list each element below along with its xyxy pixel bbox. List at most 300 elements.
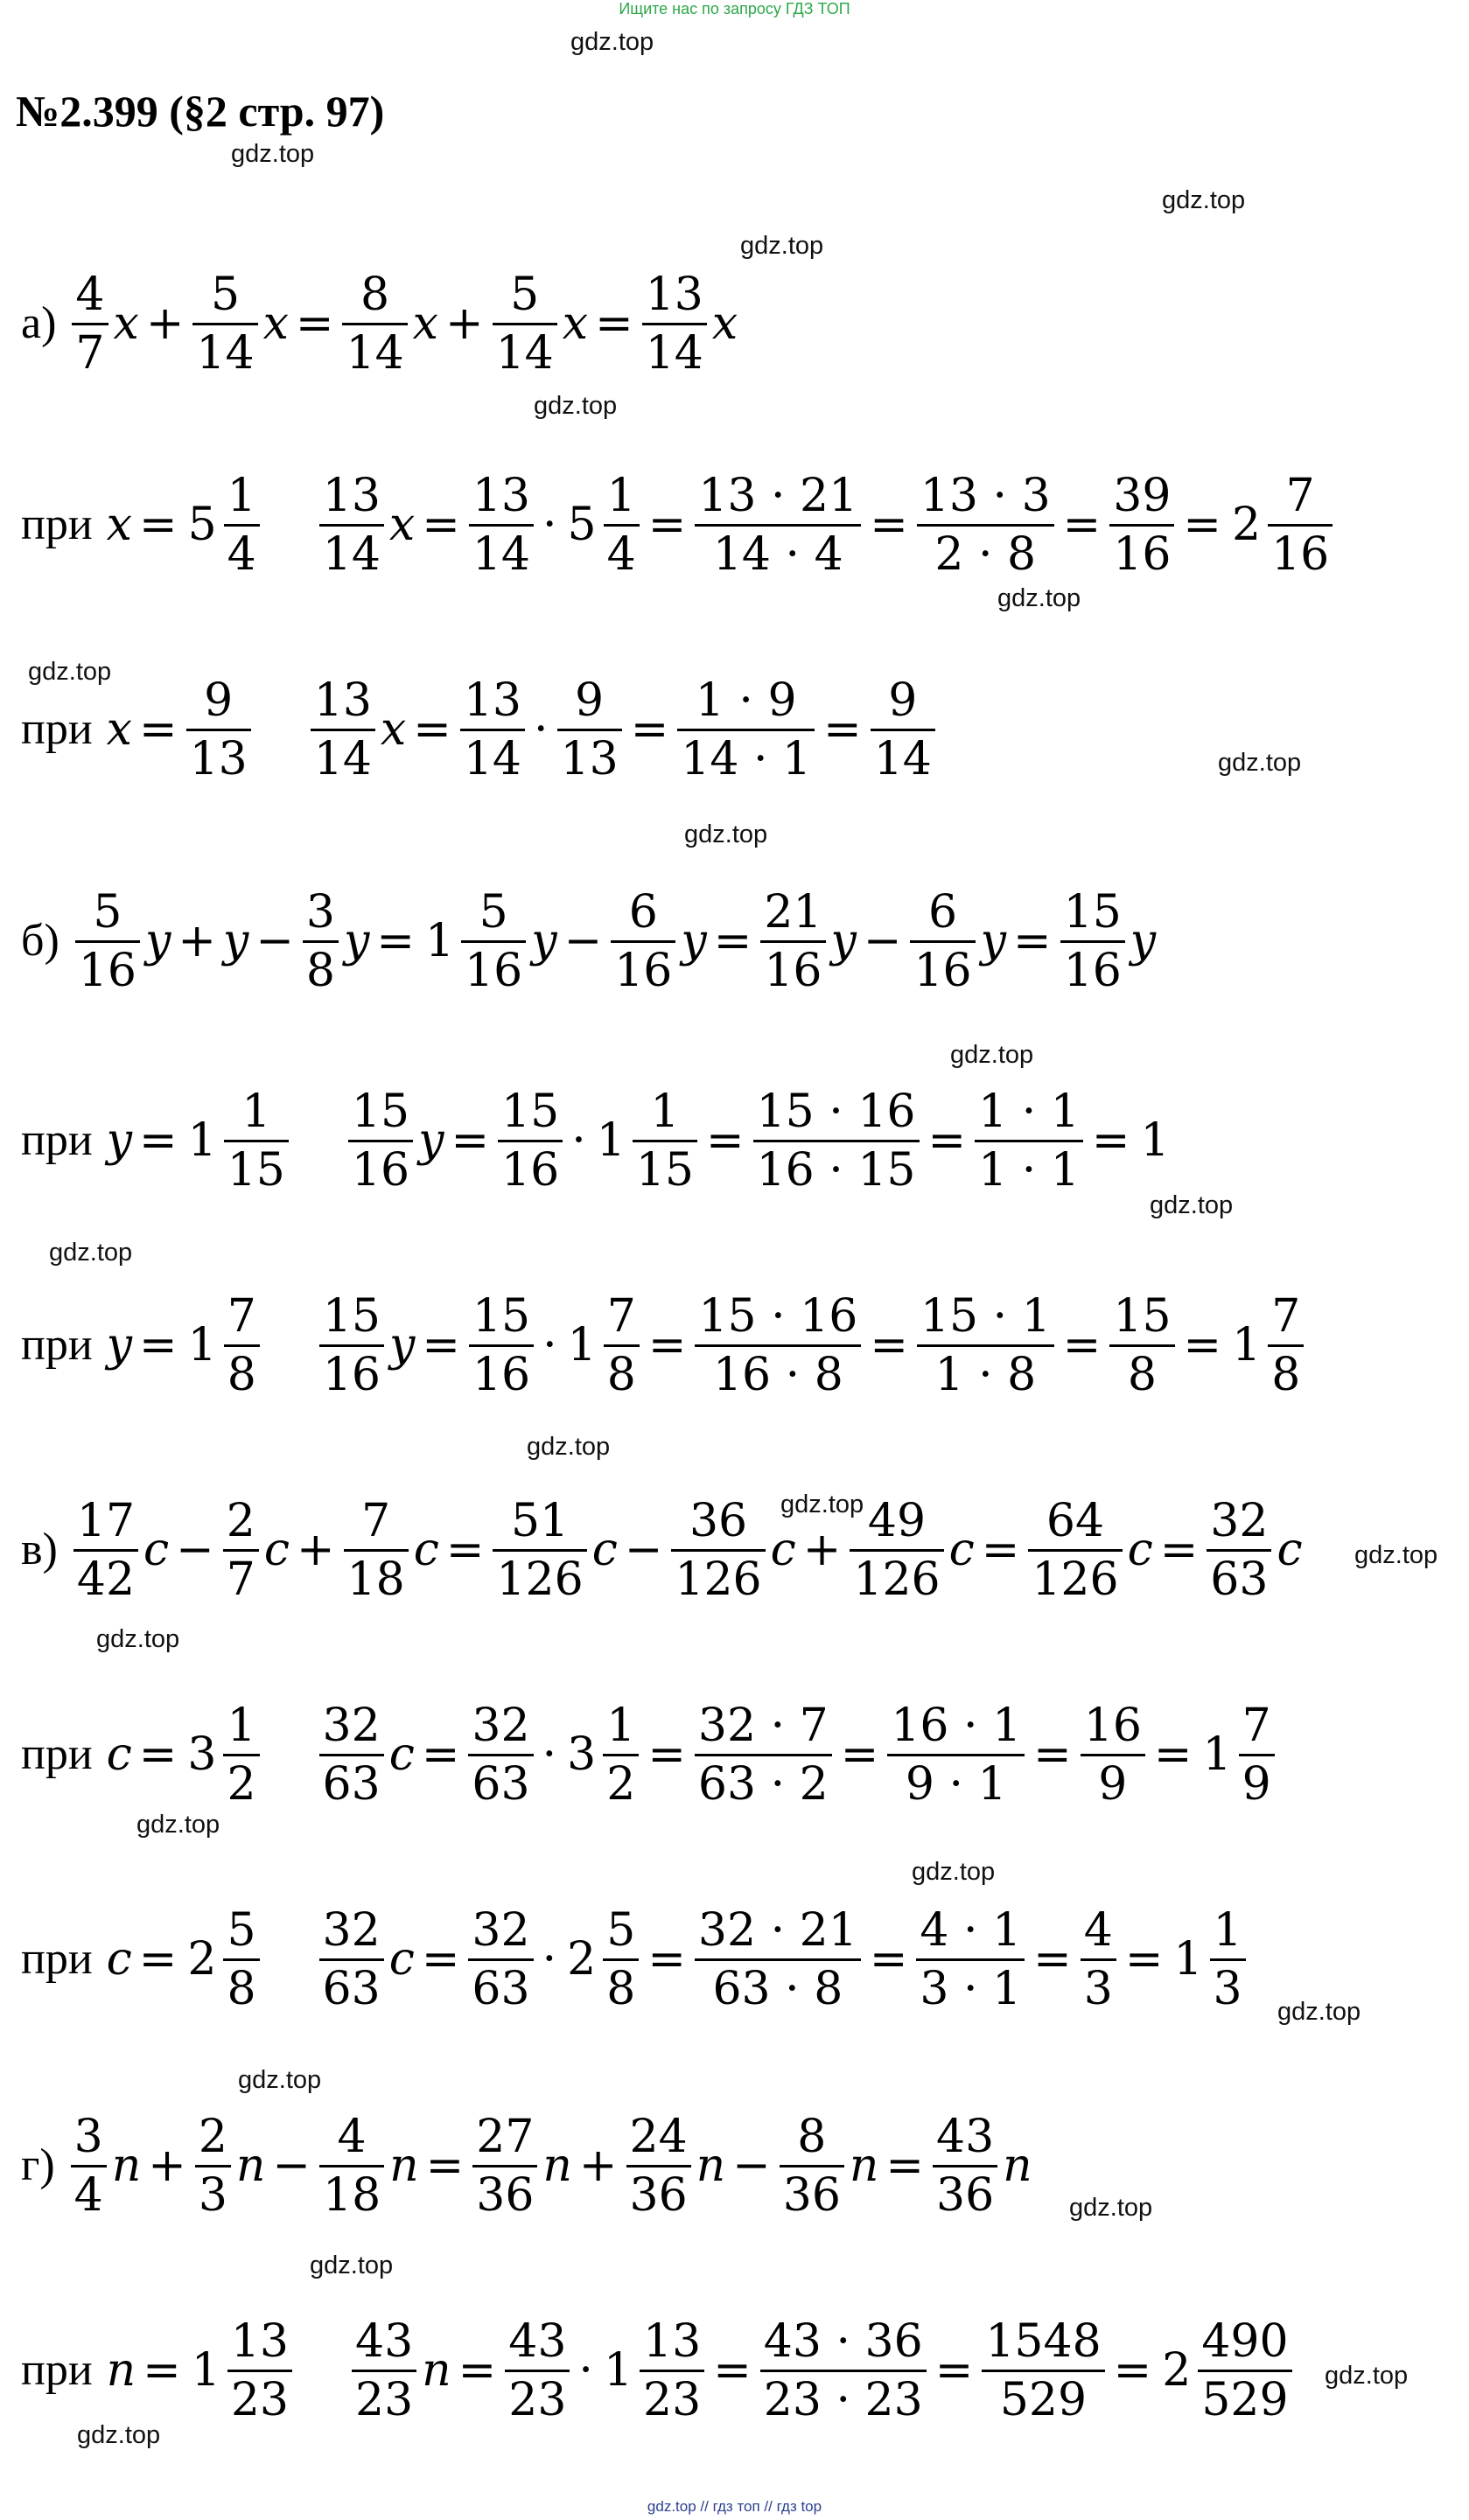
mixed-number (1227, 469, 1336, 581)
whole-part: 1 (1173, 1933, 1203, 1986)
variable: n (235, 2140, 266, 2192)
numerator: 32 (322, 1699, 381, 1752)
operator: = (981, 1524, 1020, 1576)
numerator: 15 (351, 1085, 410, 1138)
mixed-number (420, 885, 529, 997)
numerator: 490 (1201, 2314, 1289, 2368)
numerator: 32 (1210, 1494, 1269, 1547)
denominator: 8 (1271, 1348, 1301, 1401)
equation-label: при (21, 1934, 93, 1984)
equation-label: при (21, 2345, 93, 2395)
equation-line (16, 464, 1336, 586)
variable: x (562, 297, 589, 350)
watermark: gdz.top (1354, 1541, 1438, 1569)
operator: · (571, 1114, 586, 1167)
numerator: 13 (643, 2314, 702, 2368)
fraction (67, 2110, 110, 2222)
watermark: gdz.top (527, 1433, 611, 1461)
fraction (465, 1699, 536, 1811)
whole-part: 5 (567, 499, 597, 551)
denominator: 14 (645, 326, 703, 380)
operator: = (1183, 499, 1221, 551)
numerator: 9 (204, 674, 234, 727)
denominator: 2 (227, 1757, 256, 1811)
numerator: 5 (479, 885, 508, 939)
denominator: 3 (198, 2168, 227, 2222)
variable: c (948, 1524, 975, 1576)
fraction (599, 1903, 642, 2015)
equation-line (16, 2309, 1296, 2432)
fraction (1057, 885, 1129, 997)
numerator: 1 · 1 (978, 1085, 1080, 1138)
variable: x (412, 297, 438, 350)
fraction (906, 885, 978, 997)
numerator: 15 (501, 1085, 560, 1138)
numerator: 8 (360, 268, 390, 321)
fraction (600, 469, 643, 581)
top-banner: Ищите нас по запросу ГДЗ ТОП (619, 0, 850, 17)
variable: n (849, 2140, 879, 2192)
equation-line (16, 1489, 1305, 1611)
numerator: 32 (472, 1699, 530, 1752)
fraction (316, 1289, 388, 1401)
denominator: 14 (463, 732, 521, 785)
watermark: gdz.top (1325, 2362, 1409, 2390)
denominator: 15 (227, 1143, 285, 1197)
equation-line (16, 262, 739, 385)
operator: + (145, 297, 185, 350)
denominator: 529 (999, 2373, 1088, 2426)
numerator: 5 (227, 1903, 256, 1957)
operator: = (713, 915, 752, 967)
numerator: 21 (764, 885, 822, 939)
equation-line (16, 1079, 1175, 1202)
numerator: 1 (650, 1085, 680, 1138)
operator: · (542, 1728, 557, 1781)
numerator: 15 (322, 1289, 381, 1343)
watermark: gdz.top (997, 584, 1081, 612)
numerator: 13 · 21 (698, 469, 858, 522)
fraction (494, 1085, 566, 1197)
denominator: 8 (227, 1348, 256, 1401)
numerator: 13 · 3 (920, 469, 1051, 522)
operator: = (138, 703, 178, 756)
watermark: gdz.top (310, 2251, 394, 2279)
numerator: 15 (1113, 1289, 1172, 1343)
fraction (691, 469, 864, 581)
whole-part: 2 (567, 1933, 597, 1986)
variable: n (111, 2140, 142, 2192)
denominator: 8 (227, 1962, 256, 2015)
denominator: 16 (1113, 527, 1172, 581)
watermark: gdz.top (49, 1239, 133, 1267)
variable: y (681, 915, 707, 967)
watermark: gdz.top (1277, 1998, 1361, 2026)
denominator: 36 (476, 2168, 535, 2222)
variable: c (591, 1524, 618, 1576)
operator: = (143, 2344, 181, 2397)
watermark: gdz.top (136, 1811, 220, 1839)
denominator: 1 · 1 (978, 1143, 1080, 1197)
operator: = (595, 297, 633, 350)
fraction (489, 268, 561, 380)
whole-part: 1 (1232, 1319, 1262, 1372)
denominator: 63 (1210, 1553, 1269, 1606)
numerator: 16 · 1 (891, 1699, 1022, 1752)
equation-label: б) (21, 916, 59, 966)
denominator: 3 (1083, 1962, 1113, 2015)
whole-part: 1 (424, 915, 455, 967)
watermark: gdz.top (570, 28, 654, 56)
fraction (599, 1699, 642, 1811)
denominator: 126 (675, 1553, 762, 1606)
fraction (220, 1494, 262, 1606)
mixed-number (182, 1903, 262, 2015)
fraction (1077, 1699, 1149, 1811)
numerator: 9 (575, 674, 605, 727)
numerator: 2 (198, 2110, 227, 2163)
numerator: 13 (463, 674, 521, 727)
numerator: 5 (606, 1903, 636, 1957)
variable: x (380, 703, 407, 756)
fraction (884, 1699, 1028, 1811)
fraction (1207, 1903, 1249, 2015)
denominator: 2 (606, 1757, 636, 1811)
denominator: 15 (635, 1143, 694, 1197)
operator: − (563, 915, 603, 967)
mixed-number (562, 1903, 642, 2015)
equation-label: при (21, 1729, 93, 1779)
fraction (1264, 469, 1336, 581)
variable: x (711, 297, 738, 350)
operator: = (458, 2344, 497, 2397)
denominator: 16 (1063, 944, 1122, 997)
operator: = (376, 915, 415, 967)
equation-line (16, 1898, 1249, 2021)
operator: = (1183, 1319, 1222, 1372)
watermark: gdz.top (912, 1858, 996, 1886)
operator: = (1124, 1933, 1164, 1986)
watermark: gdz.top (77, 2421, 161, 2449)
denominator: 9 (1242, 1757, 1271, 1811)
fraction (913, 469, 1058, 581)
fraction (465, 469, 537, 581)
variable: y (418, 1114, 444, 1167)
numerator: 13 (645, 268, 703, 321)
variable: c (1277, 1524, 1303, 1576)
numerator: 5 (93, 885, 122, 939)
denominator: 3 (1213, 1962, 1242, 2015)
fraction (339, 268, 410, 380)
fraction (674, 674, 818, 785)
fraction (465, 1903, 536, 2015)
denominator: 4 (73, 2168, 103, 2222)
numerator: 1 (606, 469, 636, 522)
variable: x (113, 297, 139, 350)
fraction (636, 2314, 708, 2426)
denominator: 529 (1201, 2373, 1289, 2426)
denominator: 16 (913, 944, 972, 997)
equation-line (16, 668, 939, 791)
operator: = (138, 1728, 178, 1781)
denominator: 14 (495, 326, 554, 380)
watermark: gdz.top (28, 658, 112, 686)
denominator: 16 · 8 (712, 1348, 843, 1401)
operator: + (444, 297, 484, 350)
whole-part: 1 (567, 1319, 597, 1372)
footer-links: gdz.top // гдз топ // гдз top (647, 2498, 822, 2515)
mixed-number (183, 1289, 263, 1401)
numerator: 1 · 9 (695, 674, 797, 727)
variable: n (542, 2140, 572, 2192)
denominator: 63 (322, 1757, 381, 1811)
numerator: 13 (322, 469, 381, 522)
numerator: 43 (508, 2314, 567, 2368)
denominator: 63 (322, 1962, 381, 2015)
watermark: gdz.top (1150, 1191, 1234, 1219)
numerator: 6 (628, 885, 658, 939)
operator: · (542, 1933, 557, 1986)
fraction (220, 1903, 262, 2015)
fraction (929, 2110, 1001, 2222)
equation-line (16, 880, 1158, 1002)
variable: y (830, 915, 857, 967)
equation-label: при (21, 499, 93, 549)
fraction (183, 674, 255, 785)
fraction (913, 1289, 1058, 1401)
denominator: 23 (355, 2373, 414, 2426)
fraction (224, 2314, 296, 2426)
numerator: 1 (1213, 1903, 1242, 1957)
numerator: 32 · 7 (697, 1699, 829, 1752)
mixed-number (1197, 1699, 1277, 1811)
watermark: gdz.top (1218, 749, 1302, 777)
operator: − (176, 1524, 214, 1576)
fraction (345, 1085, 416, 1197)
fraction (220, 1085, 292, 1197)
fraction (913, 1903, 1028, 2015)
numerator: 36 (689, 1494, 748, 1547)
denominator: 7 (75, 326, 105, 380)
fraction (607, 885, 679, 997)
variable: y (144, 915, 171, 967)
numerator: 15 (1063, 885, 1122, 939)
denominator: 16 · 15 (756, 1143, 916, 1197)
mixed-number (562, 1699, 642, 1811)
whole-part: 3 (567, 1728, 597, 1781)
fraction (1106, 1289, 1178, 1401)
operator: = (823, 703, 862, 756)
variable: x (262, 297, 289, 350)
variable: c (770, 1524, 796, 1576)
mixed-number (182, 1699, 262, 1811)
fraction (978, 2314, 1108, 2426)
numerator: 4 (1083, 1903, 1113, 1957)
fraction (192, 2110, 234, 2222)
denominator: 16 (322, 1348, 381, 1401)
denominator: 126 (853, 1553, 941, 1606)
fraction (469, 2110, 541, 2222)
numerator: 3 (73, 2110, 103, 2163)
numerator: 15 · 1 (920, 1289, 1051, 1343)
denominator: 16 (501, 1143, 560, 1197)
fraction (1025, 1494, 1125, 1606)
fraction (639, 268, 710, 380)
denominator: 23 · 23 (763, 2373, 923, 2426)
mixed-number (183, 1085, 292, 1197)
fraction (668, 1494, 768, 1606)
variable: c (388, 1728, 415, 1781)
operator: = (1013, 915, 1052, 967)
fraction (220, 1699, 262, 1811)
fraction (623, 2110, 695, 2222)
operator: = (138, 499, 178, 551)
operator: = (1033, 1728, 1072, 1781)
operator: · (542, 1319, 557, 1372)
variable: x (106, 703, 132, 756)
operator: − (732, 2140, 771, 2192)
variable: y (1130, 915, 1157, 967)
operator: = (139, 1114, 178, 1167)
variable: n (106, 2344, 136, 2397)
denominator: 126 (496, 1553, 584, 1606)
numerator: 15 · 16 (698, 1289, 858, 1343)
variable: c (263, 1524, 290, 1576)
fraction (600, 1289, 643, 1401)
variable: y (980, 915, 1007, 967)
operator: + (802, 1524, 842, 1576)
denominator: 13 (560, 732, 619, 785)
operator: = (706, 1114, 745, 1167)
numerator: 49 (867, 1494, 927, 1547)
equation-label: а) (21, 298, 57, 348)
denominator: 16 (351, 1143, 410, 1197)
watermark: gdz.top (740, 232, 824, 260)
fraction (307, 674, 379, 785)
operator: = (1091, 1114, 1130, 1167)
denominator: 14 (472, 527, 530, 581)
numerator: 3 (305, 885, 335, 939)
equation-label: при (21, 1320, 93, 1370)
denominator: 36 (629, 2168, 688, 2222)
operator: = (934, 2344, 974, 2397)
fraction (757, 2314, 930, 2426)
whole-part: 5 (187, 499, 217, 551)
operator: = (413, 703, 451, 756)
watermark: gdz.top (231, 140, 315, 168)
watermark: gdz.top (684, 820, 768, 848)
numerator: 51 (510, 1494, 570, 1547)
numerator: 1 (227, 1699, 256, 1752)
fraction (457, 674, 528, 785)
denominator: 126 (1032, 1553, 1119, 1606)
denominator: 36 (782, 2168, 841, 2222)
equation-label: при (21, 1115, 93, 1165)
denominator: 8 (606, 1962, 636, 2015)
variable: n (1003, 2140, 1032, 2192)
denominator: 63 · 2 (697, 1757, 829, 1811)
numerator: 43 (936, 2110, 995, 2163)
numerator: 32 · 21 (697, 1903, 857, 1957)
numerator: 4 (337, 2110, 367, 2163)
operator: = (869, 1933, 908, 1986)
denominator: 16 (465, 944, 523, 997)
variable: c (388, 1933, 415, 1986)
watermark: gdz.top (238, 2066, 322, 2094)
numerator: 2 (226, 1494, 255, 1547)
denominator: 63 · 8 (712, 1962, 843, 2015)
fraction (299, 885, 342, 997)
operator: = (1062, 499, 1102, 551)
whole-part: 1 (187, 1114, 217, 1167)
fraction (501, 2314, 573, 2426)
operator: + (178, 915, 216, 967)
denominator: 63 (472, 1757, 530, 1811)
denominator: 16 (614, 944, 673, 997)
operator: − (624, 1524, 663, 1576)
equation-line (16, 2105, 1034, 2227)
fraction (316, 2110, 388, 2222)
numerator: 7 (1285, 469, 1315, 522)
operator: + (148, 2140, 186, 2192)
operator: = (1159, 1524, 1199, 1576)
fraction (220, 469, 263, 581)
numerator: 4 (75, 268, 105, 321)
watermark: gdz.top (1069, 2194, 1153, 2222)
numerator: 5 (510, 268, 540, 321)
fraction (189, 268, 261, 380)
numerator: 1548 (985, 2314, 1102, 2368)
watermark: gdz.top (950, 1041, 1034, 1069)
fraction (72, 885, 143, 997)
denominator: 23 (643, 2373, 702, 2426)
fraction (971, 1085, 1087, 1197)
denominator: 14 · 1 (681, 732, 812, 785)
whole-part: 2 (187, 1933, 217, 1986)
fraction (316, 1903, 388, 2015)
fraction (220, 1289, 263, 1401)
mixed-number (598, 2314, 708, 2426)
fraction (458, 885, 529, 997)
numerator: 5 (210, 268, 241, 321)
numerator: 15 · 16 (756, 1085, 916, 1138)
whole-part: 1 (1202, 1728, 1232, 1781)
variable: x (106, 499, 132, 551)
operator: − (272, 2140, 311, 2192)
numerator: 4 · 1 (920, 1903, 1022, 1957)
fraction (629, 1085, 701, 1197)
fraction (691, 1699, 836, 1811)
denominator: 23 (230, 2373, 289, 2426)
operator: = (421, 1728, 460, 1781)
fraction (554, 674, 626, 785)
operator: + (296, 1524, 335, 1576)
operator: = (713, 2344, 752, 2397)
fraction (776, 2110, 848, 2222)
watermark: gdz.top (534, 392, 618, 420)
operator: = (295, 297, 334, 350)
operator: + (578, 2140, 618, 2192)
variable: c (413, 1524, 439, 1576)
whole-part: 1 (187, 1319, 217, 1372)
variable: y (222, 915, 249, 967)
numerator: 32 (472, 1903, 530, 1957)
denominator: 63 (472, 1962, 530, 2015)
operator: = (840, 1728, 879, 1781)
denominator: 13 (189, 732, 248, 785)
mixed-number (1157, 2314, 1295, 2426)
fraction (867, 674, 939, 785)
